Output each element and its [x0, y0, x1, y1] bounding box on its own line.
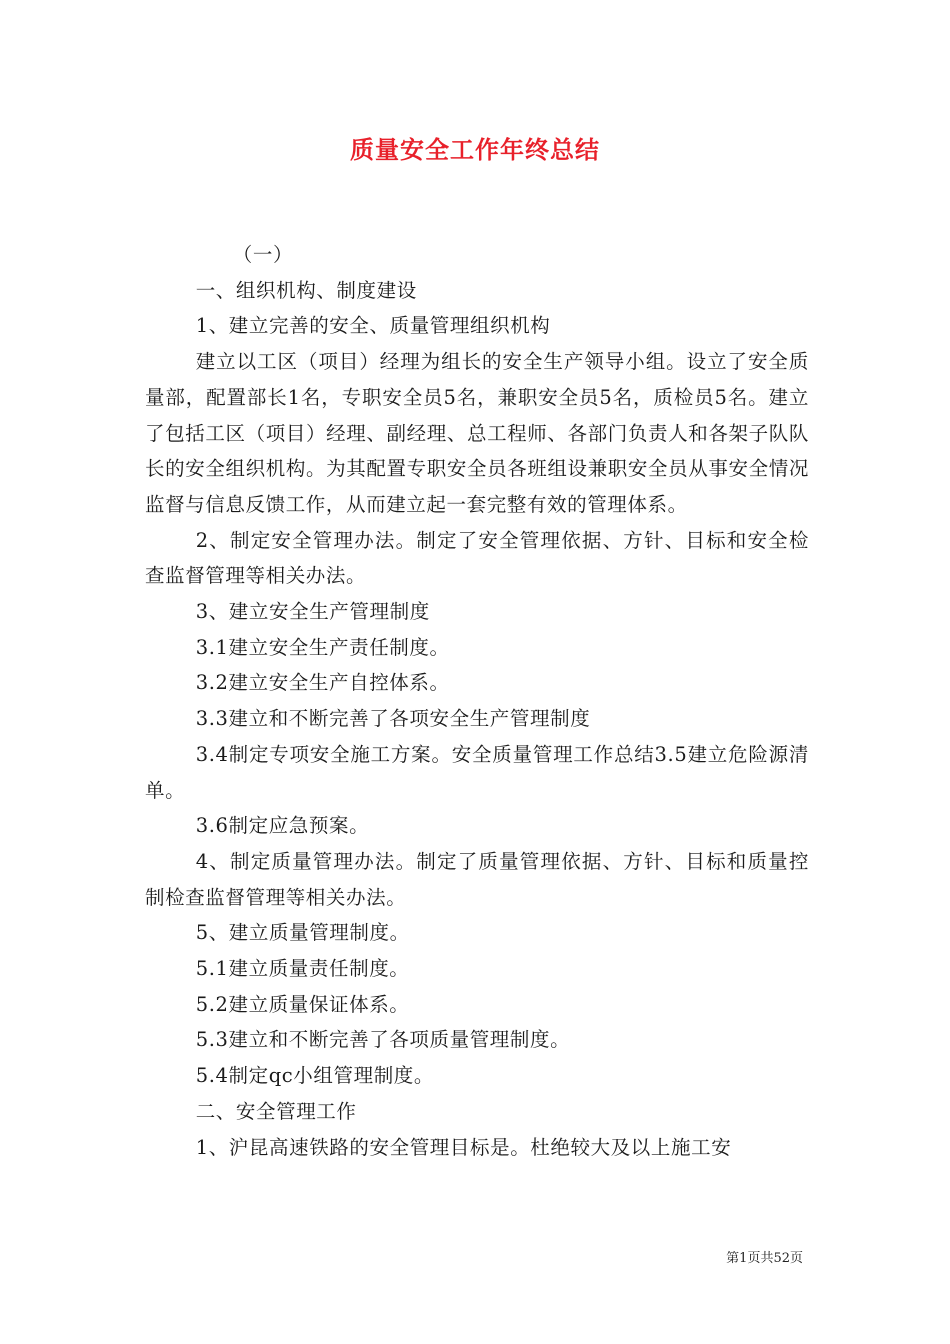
document-body	[145, 237, 809, 1165]
paragraph-item-3-2: 3.2建立安全生产自控体系。	[195, 671, 450, 695]
document-title: 质量安全工作年终总结	[350, 135, 600, 164]
paragraph-item-3: 3、建立安全生产管理制度	[195, 600, 430, 624]
paragraph-heading-1: 一、组织机构、制度建设	[195, 278, 417, 302]
paragraph-item-5: 5、建立质量管理制度。	[195, 921, 410, 945]
paragraph-section-marker: （一）	[232, 243, 294, 266]
paragraph-item-5-2: 5.2建立质量保证体系。	[195, 992, 410, 1016]
paragraph-item-3-4: 3.4制定专项安全施工方案。安全质量管理工作总结3.5建立危险源清单。	[145, 742, 809, 802]
paragraph-item-2: 2、制定安全管理办法。制定了安全管理依据、方针、目标和安全检查监督管理等相关办法。	[145, 528, 809, 588]
paragraph-heading-2: 二、安全管理工作	[195, 1099, 357, 1123]
paragraph-body: 建立以工区（项目）经理为组长的安全生产领导小组。设立了安全质量部，配置部长1名，专职安全员5名，兼职安全员5名，质检员5名。建立了包括工区（项目）经理、副经理、总工程师、各部门负责人和各架子队队长的安全组织机构。为其配置专职安全员各班组设兼职安全员从事安全情况监督与信息反馈工作，从而建立起一套完整有效的管理体系。	[145, 350, 809, 516]
paragraph-item-5-3: 5.3建立和不断完善了各项质量管理制度。	[195, 1028, 571, 1052]
paragraph-item-4: 4、制定质量管理办法。制定了质量管理依据、方针、目标和质量控制检查监督管理等相关办法。	[145, 849, 809, 909]
paragraph-item-2-1: 1、沪昆高速铁路的安全管理目标是。杜绝较大及以上施工安	[195, 1135, 732, 1159]
paragraph-item-3-1: 3.1建立安全生产责任制度。	[195, 635, 450, 659]
page-number-footer: 第1页共52页	[726, 1251, 803, 1266]
paragraph-item-3-3: 3.3建立和不断完善了各项安全生产管理制度	[195, 707, 591, 731]
paragraph-item-5-4: 5.4制定qc小组管理制度。	[195, 1064, 435, 1088]
paragraph-item-5-1: 5.1建立质量责任制度。	[195, 957, 410, 981]
paragraph-item-3-6: 3.6制定应急预案。	[195, 814, 370, 838]
paragraph-item-1: 1、建立完善的安全、质量管理组织机构	[195, 314, 551, 338]
